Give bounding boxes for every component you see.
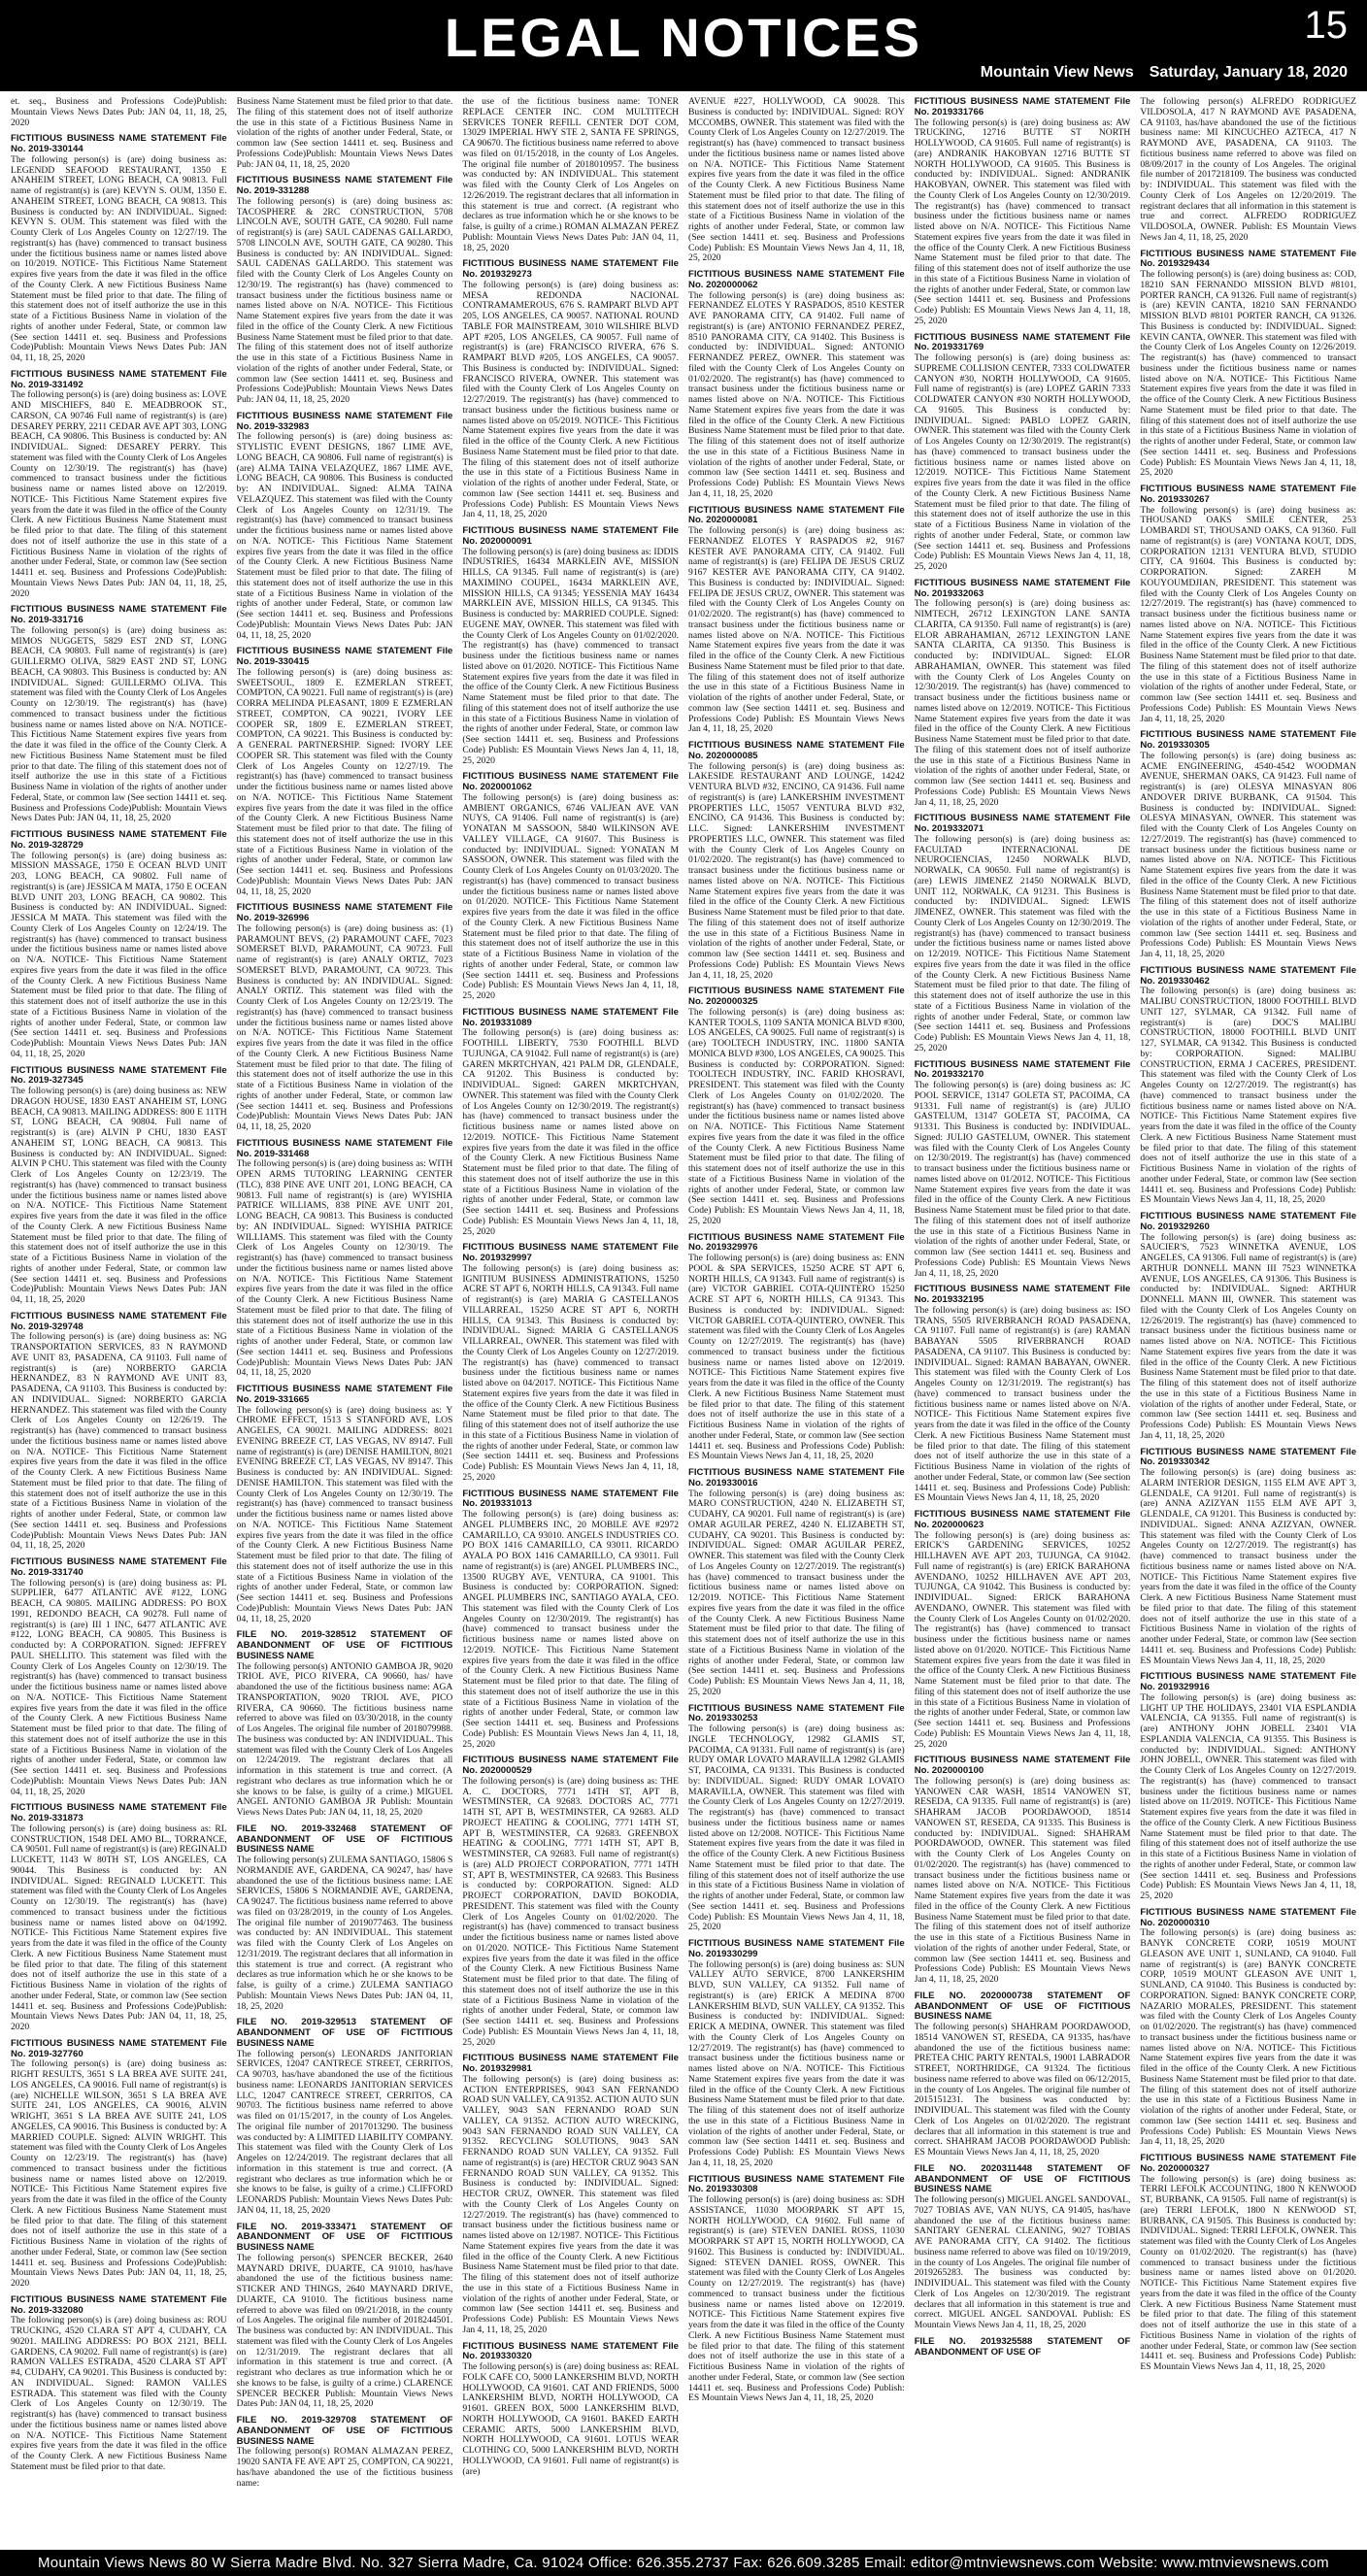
notice-body: The following person(s) is (are) doing business as: THOUSAND OAKS SMILE CENTER, 253 LOMBARDI ST, THOUSAND OAKS, CA 91360. Full name of registrant(s) is (are) VONTANA KOUT, DDS, CORPORATION 12131 VENTURA BLVD, STUDIO CITY, CA 91604. This Business is conducted by: CORPORATION. Signed: ZAREH M KOUYOUMDJIAN, PRESIDENT. This statement was filed with the County Clerk of Los Angeles County on 12/27/2019. The registrant(s) has (have) commenced to transact business under the fictitious business name or names listed above on N/A. NOTICE- This Fictitious Name Statement expires five years from the date it was filed in the office of the County Clerk. A new Fictitious Business Name Statement must be filed prior to that date. The filing of this statement does not of itself authorize the use in this state of a Fictitious Business Name in violation of the rights of another under Federal, State, or common law (See section 14411 et. seq. Business and Professions Code) Publish: ES Mountain Views News Jan 4, 11, 18, 25, 2020 [1140,504,1357,724]
notice-body: The following person(s) is (are) doing business as: FERNANDEZ ELOTES Y RASPADOS #2, 9167 KESTER AVE PANORAMA CITY, CA 91402. Full name of registrant(s) is (are) FELIPA DE JESUS CRUZ 9167 KESTER AVE PANORAMA CITY, CA 91402. This Business is conducted by: INDIVIDUAL. Signed: FELIPA DE JESUS CRUZ, OWNER. This statement was filed with the County Clerk of Los Angeles County on 01/02/2020. The registrant(s) has (have) commenced to transact business under the fictitious business name or names listed above on N/A. NOTICE- This Fictitious Name Statement expires five years from the date it was filed in the office of the County Clerk. A new Fictitious Business Name Statement must be filed prior to that date. The filing of this statement does not of itself authorize the use in this state of a Fictitious Business Name in violation of the rights of another under Federal, State, or common law (See section 14411 et. seq. Business and Professions Code) Publish: ES Mountain Views News Jan 4, 11, 18, 25, 2020 [688,525,905,735]
legal-notice [237,2018,453,2216]
legal-notice [462,259,679,520]
page-number: 15 [1304,4,1348,47]
notice-heading: FICTITIOUS BUSINESS NAME STATEMENT File No. 2020000310 [1140,1906,1357,1928]
notice-body: The following person(s) is (are) doing business as: FOOTHILL LIBERTY, 7530 FOOTHILL BLVD TUJUNGA, CA 91042. Full name of registrant(s) is (are) GAREN MKRTCHYAN, 421 PALM DR, GLENDALE, CA 91202. This Business is conducted by: INDIVIDUAL. Signed: GAREN MKRTCHYAN, OWNER. This statement was filed with the County Clerk of Los Angeles County on 12/30/2019. The registrant(s) has (have) commenced to transact business under the fictitious business name or names listed above on 12/2019. NOTICE- This Fictitious Name Statement expires five years from the date it was filed in the office of the County Clerk. A new Fictitious Business Name Statement must be filed prior to that date. The filing of this statement does not of itself authorize the use in this state of a Fictitious Business Name in violation of the rights of another under Federal, State, or common law (See section 14411 et. seq. Business and Professions Code) Publish: ES Mountain Views News Jan 4, 11, 18, 25, 2020 [462,1027,680,1237]
paper-name: Mountain View News [980,64,1134,81]
legal-notice [915,814,1131,1054]
notice-body: The following person(s) is (are) doing business as: ERICK'S GARDENING SERVICES, 10252 HILLHAVEN AVE APT 203, TUJUNGA, CA 91042. Full name of registrant(s) is (are) ERICK BARAHONA AVENDANO, 10252 HILLHAVEN AVE APT 203, TUJUNGA, CA 91042. This Business is conducted by: INDIVIDUAL. Signed: ERICK BARAHONA AVENDANO, OWNER. This statement was filed with the County Clerk of Los Angeles County on 01/02/2020. The registrant(s) has (have) commenced to transact business under the fictitious business name or names listed above on 01/2020. NOTICE- This Fictitious Name Statement expires five years from the date it was filed in the office of the County Clerk. A new Fictitious Business Name Statement must be filed prior to that date. The filing of this statement does not of itself authorize the use in this state of a Fictitious Business Name in violation of the rights of another under Federal, State, or common law (See section 14411 et. seq. Business and Professions Code) Publish: ES Mountain Views News Jan 4, 11, 18, 25, 2020 [914,1529,1131,1750]
notice-body: The following person(s) is (are) doing business as: MISSION MASSAGE, 1750 E OCEAN BLVD UNIT 203, LONG BEACH, CA 90802. Full name of registrant(s) is (are) JESSICA M MATA, 1750 E OCEAN BLVD UNIT 203, LONG BEACH, CA 90802. This Business is conducted by: AN INDIVIDUAL. Signed: JESSICA M MATA. This statement was filed with the County Clerk of Los Angeles County on 12/24/19. The registrant(s) has (have) commenced to transact business under the fictitious business name or names listed above on N/A. NOTICE- This Fictitious Name Statement expires five years from the date it was filed in the office of the County Clerk. A new Fictitious Business Name Statement must be filed prior to that date. The filing of this statement does not of itself authorize the use in this state of a Fictitious Business Name in violation of the rights of another under Federal, State, or common law (See section 14411 et. seq. Business and Professions Code)Publish: Mountain Views News Dates Pub: JAN 04, 11, 18, 25, 2020 [11,850,227,1059]
notice-body: The following person(s) is (are) doing business as: MIMOS NUGGETS, 5829 EST 2ND ST, LONG BEACH, CA 90803. Full name of registrant(s) is (are) GUILLERMO OLIVA, 5829 EAST 2ND ST, LONG BEACH, CA 90803. This Business is conducted by: AN INDIVIDUAL. Signed: GUILLERMO OLIVA. This statement was filed with the County Clerk of Los Angeles County on 12/30/19. The registrant(s) has (have) commenced to transact business under the fictitious business name or names listed above on N/A. NOTICE- This Fictitious Name Statement expires five years from the date it was filed in the office of the County Clerk. A new Fictitious Business Name Statement must be filed prior to that date. The filing of this statement does not of itself authorize the use in this state of a Fictitious Business Name in violation of the rights of another under Federal, State, or common law (See section 14411 et. seq. Business and Professions Code)Publish: Mountain Views News Dates Pub: JAN 04, 11, 18, 25, 2020 [11,624,227,824]
notice-heading: FICTITIOUS BUSINESS NAME STATEMENT File No. 2019-331873 [11,1802,227,1823]
legal-notice [462,772,679,1002]
notice-body: The following person(s) is (are) doing business as: FERNANDEZ ELOTES Y RASPADOS, 8510 KESTER AVE PANORAMA CITY, CA 91402. Full name of registrant(s) is (are) ANTONIO FERNANDEZ PEREZ, 8510 PANORAMA CITY, CA 91402. This Business is conducted by: INDIVIDUAL. Signed: ANTONIO FERNANDEZ PEREZ, OWNER. This statement was filed with the County Clerk of Los Angeles County on 01/02/2020. The registrant(s) has (have) commenced to transact business under the fictitious business name or names listed above on N/A. NOTICE- This Fictitious Name Statement expires five years from the date it was filed in the office of the County Clerk. A new Fictitious Business Name Statement must be filed prior to that date. The filing of this statement does not of itself authorize the use in this state of a Fictitious Business Name in violation of the rights of another under Federal, State, or common law (See section 14411 et. seq. Business and Professions Code) Publish: ES Mountain Views News Jan 4, 11, 18, 25, 2020 [688,289,905,499]
legal-notice [11,370,227,600]
notice-heading: FICTITIOUS BUSINESS NAME STATEMENT File No. 2019331766 [914,97,1131,117]
notice-heading: FICTITIOUS BUSINESS NAME STATEMENT File No. 2019330299 [688,1938,905,1959]
notice-column [688,97,905,2542]
notice-heading: FICTITIOUS BUSINESS NAME STATEMENT File No. 2020000081 [688,504,905,526]
notice-body: The following person(s) is (are) doing business as: ACME ENGINEERING, 4540-4542 WOODMAN AVENUE, SHERMAN OAKS, CA 91423. Full name of registrant(s) is (are) OLESYA MINASYAN 806 ANDOVER DRIVE BURBANK, CA 91504. This Business is conducted by: INDIVIDUAL. Signed: OLESYA MINASYAN, OWNER. This statement was filed with the County Clerk of Los Angeles County on 12/27/2019. The registrant(s) has (have) commenced to transact business under the fictitious business name or names listed above on N/A. NOTICE- This Fictitious Name Statement expires five years from the date it was filed in the office of the County Clerk. A new Fictitious Business Name Statement must be filed prior to that date. The filing of this statement does not of itself authorize the use in this state of a Fictitious Business Name in violation of the rights of another under Federal, State, or common law (See section 14411 et. seq. Business and Professions Code) Publish: ES Mountain Views News Jan 4, 11, 18, 25, 2020 [1140,750,1357,959]
notice-body: The following person(s) is (are) doing business as: LOVE AND MISCHIEFS, 840 E. MEADBROOK ST., CARSON, CA 90746 Full name of registrant(s) is (are) DESAREY PERRY, 2211 CEDAR AVE APT 303, LONG BEACH, CA 90806. This Business is conducted by: AN INDIVIDUAL. Signed: DESAREY PERRY. This statement was filed with the County Clerk of Los Angeles County on 12/30/19. The registrant(s) has (have) commenced to transact business under the fictitious business name or names listed above on 12/2019. NOTICE- This Fictitious Name Statement expires five years from the date it was filed in the office of the County Clerk. A new Fictitious Business Name Statement must be filed prior to that date. The filing of this statement does not of itself authorize the use in this state of a Fictitious Business Name in violation of the rights of another under Federal, State, or common law (See section 14411 et. seq. Business and Professions Code)Publish: Mountain Views News Dates Pub: JAN 04, 11, 18, 25, 2020 [11,389,227,599]
notice-body: The following person(s) LEONARDS JANITORIAN SERVICES, 12047 CANTRECE STREET, CERRITOS, CA 90703, has/have abandoned the use of the fictitious business name: LEONARDS JANITORIAN SERVICES LLC, 12047 CANTRECE STREET, CERRITOS, CA 90703. The fictitious business name referred to above was filed on 01/15/2017, in the county of Los Angeles. The original file number of 2017013290. The business was conducted by: A LIMITED LIABILITY COMPANY. This statement was filed with the County Clerk of Los Angeles on 12/24/2019. The registrant declares that all information in this statement is true and correct. (A registrant who declares as true information which he or she knows to be false, is guilty of a crime.) CLIFFORD LEONARDS Publish: Mountain Views News Dates Pub: JAN 04, 11, 18, 25, 2020 [236,2048,453,2216]
legal-notice [462,97,679,253]
legal-notice [462,1756,679,2048]
legal-notice [11,1557,227,1797]
notice-body: The following person(s) is (are) doing business as: YANOWEN CAR WASH, 18514 VANOWEN ST, RESEDA, CA 91335. Full name of registrant(s) is (are) SHAHRAM JACOB POORDAWOOD, 18514 VANOWEN ST, RESEDA, CA 91335. This Business is conducted by: INDIVIDUAL. Signed: SHAHRAM POORDAWOOD, OWNER. This statement was filed with the County Clerk of Los Angeles County on 01/02/2020. The registrant(s) has (have) commenced to transact business under the fictitious business name or names listed above on N/A. NOTICE- This Fictitious Name Statement expires five years from the date it was filed in the office of the County Clerk. A new Fictitious Business Name Statement must be filed prior to that date. The filing of this statement does not of itself authorize the use in this state of a Fictitious Business Name in violation of the rights of another under Federal, State, or common law (See section 14411 et. seq. Business and Professions Code) Publish: ES Mountain Views News Jan 4, 11, 18, 25, 2020 [914,1775,1131,1985]
legal-notice [915,2164,1131,2331]
legal-notice [11,1066,227,1306]
notice-heading: FICTITIOUS BUSINESS NAME STATEMENT File No. 2019-330144 [11,133,227,154]
notice-body: The following person(s) is (are) doing business as: Y CHROME EFFECT, 1513 S STANFORD AVE, LOS ANGELES, CA 90021. MAILING ADDRESS: 8021 EVENING BREEZE CT, LAS VEGAS, NV 89147. Full name of registrant(s) is (are) DENISE HAMILTON, 8021 EVENING BREEZE CT, LAS VEGAS, NV 89147. This Business is conducted by: AN INDIVIDUAL. Signed: DENISE HAMILTON. This statement was filed with the County Clerk of Los Angeles County on 12/30/19. The registrant(s) has (have) commenced to transact business under the fictitious business name or names listed above on N/A. NOTICE- This Fictitious Name Statement expires five years from the date it was filed in the office of the County Clerk. A new Fictitious Business Name Statement must be filed prior to that date. The filing of this statement does not of itself authorize the use in this state of a Fictitious Business Name in violation of the rights of another under Federal, State, or common law (See section 14411 et. seq. Business and Professions Code)Publish: Mountain Views News Dates Pub: JAN 04, 11, 18, 25, 2020 [236,1404,453,1624]
notice-body: The following person(s) is (are) doing business as: BANYK CONCRETE CORP, 10519 MOUNT GLEASON AVE UNIT 1, SUNLAND, CA 91040. Full name of registrant(s) is (are) BANYK CONCRETE CORP, 10519 MOUNT GLEASON AVE UNIT 1, SUNLAND, CA 91040. This Business is conducted by: CORPORATION. Signed: BANYK CONCRETE CORP, NAZARIO MORALES, PRESIDENT. This statement was filed with the County Clerk of Los Angeles County on 01/02/2020. The registrant(s) has (have) commenced to transact business under the fictitious business name or names listed above on N/A. NOTICE- This Fictitious Name Statement expires five years from the date it was filed in the office of the County Clerk. A new Fictitious Business Name Statement must be filed prior to that date. The filing of this statement does not of itself authorize the use in this state of a Fictitious Business Name in violation of the rights of another under Federal, State, or common law (See section 14411 et. seq. Business and Professions Code) Publish: ES Mountain Views News Jan 4, 11, 18, 25, 2020 [1140,1927,1357,2148]
notice-heading: FICTITIOUS BUSINESS NAME STATEMENT File No. 2019331769 [914,331,1131,353]
notice-heading: FICTITIOUS BUSINESS NAME STATEMENT File No. 2020000327 [1140,2153,1357,2174]
notice-heading: FICTITIOUS BUSINESS NAME STATEMENT File No. 2019332195 [914,1284,1131,1305]
legal-notice [688,2175,905,2405]
notice-body: The following person(s) is (are) doing business as: ANGEL PLUMBERS INC, 20 MOBILE AVE #2972 CAMARILLO, CA 93010. ANGELS INDUSTRIES CO. PO BOX 1416 CAMARILLO, CA 93011. RICARDO AYALA PO BOX 1416 CAMARILLO, CA 93011. Full name of registrant(s) is (are) ANGEL PLUMBERS INC., 13500 RUGBY AVE, VENTURA, CA 91001. This Business is conducted by: CORPORATION. Signed: ANGEL PLUMBERS INC, SANTIAGO AYALA, CEO. This statement was filed with the County Clerk of Los Angeles County on 12/30/2019. The registrant(s) has (have) commenced to transact business under the fictitious business name or names listed above on 12/2019. NOTICE- This Fictitious Name Statement expires five years from the date it was filed in the office of the County Clerk. A new Fictitious Business Name Statement must be filed prior to that date. The filing of this statement does not of itself authorize the use in this state of a Fictitious Business Name in violation of the rights of another under Federal, State, or common law (See section 14411 et. seq. Business and Professions Code) Publish: ES Mountain Views News Jan 4, 11, 18, 25, 2020 [462,1509,680,1750]
legal-notice [1140,97,1356,244]
notice-body: The following person(s) is (are) doing business as: SDH ASSISTANCE, 11030 MOORPARK ST APT 15, NORTH HOLLYWOOD, CA 91602. Full name of registrant(s) is (are) STEVEN DANIEL ROSS, 11030 MOORPARK ST APT 15, NORTH HOLLYWOOD, CA 91602. This Business is conducted by: INDIVIDUAL. Signed: STEVEN DANIEL ROSS, OWNER. This statement was filed with the County Clerk of Los Angeles County on 12/27/2019. The registrant(s) has (have) commenced to transact business under the fictitious business name or names listed above on 12/2019. NOTICE- This Fictitious Name Statement expires five years from the date it was filed in the office of the County Clerk. A new Fictitious Business Name Statement must be filed prior to that date. The filing of this statement does not of itself authorize the use in this state of a Fictitious Business Name in violation of the rights of another under Federal, State, or common law (See section 14411 et. seq. Business and Professions Code) Publish: ES Mountain Views News Jan 4, 11, 18, 25, 2020 [688,2194,905,2404]
notice-heading: FICTITIOUS BUSINESS NAME STATEMENT File No. 2019330320 [462,2340,680,2362]
legal-notice [915,333,1131,573]
notice-body: The following person(s) ALFREDO RODRIGUEZ VILDOSOLA, 417 N RAYMOND AVE PASADENA, CA 91103, has/have abandoned the use of the fictitious business name: MI KINCUCHEO AZTECA, 417 N RAYMOND AVE, PASADENA, CA 91103. The fictitious business name referred to above was filed on 08/09/2017 in the county of Los Angeles. The original file number of 2017218109. The business was conducted by: INDIVIDUAL. This statement was filed with the County Clerk of Los Angeles on 12/20/2019. The registrant declares that all information in this statement is true and correct. ALFREDO RODRIGUEZ VILDOSOLA, OWNER. Publish: ES Mountain Views News Jan 4, 11, 18, 25, 2020 [1140,97,1357,243]
notice-body: The following person(s) ZULEMA SANTIAGO, 15806 S NORMANDIE AVE, GARDENA, CA 90247, has/ have abandoned the use of the fictitious business name: LAE SERVICES, 15806 S NORMANDIE AVE, GARDENA, CA 90247. The fictitious business name referred to above was filed on 03/28/2019, in the county of Los Angeles. The original file number of 2019077463. The business was conducted by: AN INDIVIDUAL. This statement was filed with the County Clerk of Los Angeles on 12/31/2019. The registrant declares that all information in this statement is true and correct. (A registrant who declares as true information which he or she knows to be false, is guilty of a crime.) ZULEMA SANTIAGO Publish: Mountain Views News Dates Pub: JAN 04, 11, 18, 25, 2020 [236,1855,453,2012]
notice-heading: FICTITIOUS BUSINESS NAME STATEMENT File No. 2019329997 [462,1242,680,1263]
notice-column [915,97,1131,2542]
legal-notice [462,526,679,766]
notice-heading: FICTITIOUS BUSINESS NAME STATEMENT File No. 2019330305 [1140,729,1357,751]
legal-notice [237,412,453,642]
notice-body: The following person(s) is (are) doing business as: MARO CONSTRUCTION, 4240 N. ELIZABETH ST, CUDAHY, CA 90201. Full name of registrant(s) is (are) OMAR AGUILAR PEREZ, 4240 N. ELIZABETH ST, CUDAHY, CA 90201. This Business is conducted by: INDIVIDUAL. Signed: OMAR AGUILAR PEREZ, OWNER. This statement was filed with the County Clerk of Los Angeles County on 12/27/2019. The registrant(s) has (have) commenced to transact business under the fictitious business name or names listed above on 12/2019. NOTICE- This Fictitious Name Statement expires five years from the date it was filed in the office of the County Clerk. A new Fictitious Business Name Statement must be filed prior to that date. The filing of this statement does not of itself authorize the use in this state of a Fictitious Business Name in violation of the rights of another under Federal, State, or common law (See section 14411 et. seq. Business and Professions Code) Publish: ES Mountain Views News Jan 4, 11, 18, 25, 2020 [688,1488,905,1697]
legal-notice [237,1824,453,2013]
notice-heading: FICTITIOUS BUSINESS NAME STATEMENT File No. 2019-326996 [236,902,453,923]
notice-body: The following person(s) is (are) doing business as: IDDIS INDUSTRIES, 16434 MARKLEIN AVE, MISSION HILLS, CA 91345. Full name of registrant(s) is (are) MAXIMINO COUPEL, 16434 MARKLEIN AVE, MISSION HILLS, CA 91345; YESSENIA MAY 16434 MARKLEIN AVE, MISSION HILLS, CA 91345. This Business is conducted by: MARRIED COUPLE. Signed: EUGENE MAY, OWNER. This statement was filed with the County Clerk of Los Angeles County on 01/02/2020. The registrant(s) has (have) commenced to transact business under the fictitious business name or names listed above on 01/2020. NOTICE- This Fictitious Name Statement expires five years from the date it was filed in the office of the County Clerk. A new Fictitious Business Name Statement must be filed prior to that date. The filing of this statement does not of itself authorize the use in this state of a Fictitious Business Name in violation of the rights of another under Federal, State, or common law (See section 14411 et. seq. Business and Professions Code) Publish: ES Mountain Views News Jan 4, 11, 18, 25, 2020 [462,546,680,766]
legal-notice [1140,1908,1356,2148]
notice-body: The following person(s) is (are) doing business as: TACOSPHERE & 2RC CONSTRUCTION, 5708 LINCOLN AVE, SOUTH GATE, CA 90280. Full name of registrant(s) is (are) SAUL CADENAS GALLARDO, 5708 LINCOLN AVE, SOUTH GATE, CA 90280. This Business is conducted by: AN INDIVIDUAL. Signed: SAUL CADENAS GALLARDO. This statement was filed with the County Clerk of Los Angeles County on 12/30/19. The registrant(s) has (have) commenced to transact business under the fictitious business name or names listed above on N/A. NOTICE- This Fictitious Name Statement expires five years from the date it was filed in the office of the County Clerk. A new Fictitious Business Name Statement must be filed prior to that date. The filing of this statement does not of itself authorize the use in this state of a Fictitious Business Name in violation of the rights of another under Federal, State, or common law (See section 14411 et. seq. Business and Professions Code)Publish: Mountain Views News Dates Pub: JAN 04, 11, 18, 25, 2020 [236,195,453,405]
footer: Mountain Views News 80 W Sierra Madre Blvd. No. 327 Sierra Madre, Ca. 91024 Office: 626.355.2737 Fax: 626.609.3285 Email: editor@mtnviewsnews.com Website: www.mtnviewsnews.com [0,2550,1367,2576]
notice-body: The following person(s) is (are) doing business as: JC POOL SERVICE, 13147 GOLETA ST, PACOIMA, CA 91331. Full name of registrant(s) is (are) JULIO GASTELUM, 13147 GOLETA ST, PACOIMA, CA 91331. This Business is conducted by: INDIVIDUAL. Signed: JULIO GASTELUM, OWNER. This statement was filed with the County Clerk of Los Angeles County on 12/30/2019. The registrant(s) has (have) commenced to transact business under the fictitious business name or names listed above on 01/2012. NOTICE- This Fictitious Name Statement expires five years from the date it was filed in the office of the County Clerk. A new Fictitious Business Name Statement must be filed prior to that date. The filing of this statement does not of itself authorize the use in this state of a Fictitious Business Name in violation of the rights of another under Federal, State, or common law (See section 14411 et. seq. Business and Professions Code) Publish: ES Mountain Views News Jan 4, 11, 18, 25, 2020 [914,1080,1131,1279]
dateline [965,64,1348,82]
legal-notice [688,741,905,981]
legal-notice [237,1139,453,1379]
notice-column [237,97,453,2542]
notice-body: The following person(s) is (are) doing business as: MESA REDONDA NACIONAL CONTRAMAMEROUS, 676 S. RAMPART BLVD APT 205, LOS ANGELES, CA 90057. NATIONAL ROUND TABLE FOR MAINSTREAM, 3010 WILSHIRE BLVD APT #205, LOS ANGELES, CA 90057. Full name of registrant(s) is (are) FRANCISCO RIVERA, 676 S. RAMPART BLVD #205, LOS ANGELES, CA 90057. This Business is conducted by: INDIVIDUAL. Signed: FRANCISCO RIVERA, OWNER. This statement was filed with the County Clerk of Los Angeles County on 12/27/2019. The registrant(s) has (have) commenced to transact business under the fictitious business name or names listed above on 05/2019. NOTICE- This Fictitious Name Statement expires five years from the date it was filed in the office of the County Clerk. A new Fictitious Business Name Statement must be filed prior to that date. The filing of this statement does not of itself authorize the use in this state of a Fictitious Business Name in violation of the rights of another under Federal, State, or common law (See section 14411 et. seq. Business and Professions Code) Publish: ES Mountain Views News Jan 4, 11, 18, 25, 2020 [462,279,680,520]
legal-notice [915,1756,1131,1986]
notice-body: The following person(s) is (are) doing business as: ENN POOL & SPA SERVICES, 15250 ACRE ST APT 6, NORTH HILLS, CA 91343. Full name of registrant(s) is (are) VICTOR GABRIEL COTA-QUINTERO 15250 ACRE ST APT 6, NORTH HILLS, CA 91343. This Business is conducted by: INDIVIDUAL. Signed: VICTOR GABRIEL COTA-QUINTERO, OWNER. This statement was filed with the County Clerk of Los Angeles County on 12/27/2019. The registrant(s) has (have) commenced to transact business under the fictitious business name or names listed above on 12/2019. NOTICE- This Fictitious Name Statement expires five years from the date it was filed in the office of the County Clerk. A new Fictitious Business Name Statement must be filed prior to that date. The filing of this statement does not of itself authorize the use in this state of a Fictitious Business Name in violation of the rights of another under Federal, State, or common law (See section 14411 et. seq. Business and Professions Code) Publish: ES Mountain Views News Jan 4, 11, 18, 25, 2020 [688,1253,905,1462]
notice-heading: FICTITIOUS BUSINESS NAME STATEMENT File No. 2019-331288 [236,175,453,196]
notice-column [11,97,227,2542]
notice-heading: FICTITIOUS BUSINESS NAME STATEMENT File No. 2019330308 [688,2173,905,2195]
notice-body: Business Name Statement must be filed prior to that date. The filing of this statement does not of itself authorize the use in this state of a Fictitious Business Name in violation of the rights of another under Federal, State, or common law (See section 14411 et. seq. Business and Professions Code)Publish: Mountain Views News Dates Pub: JAN 04, 11, 18, 25, 2020 [236,97,453,170]
notice-heading: FICTITIOUS BUSINESS NAME STATEMENT File No. 2020000100 [914,1755,1131,1776]
notice-body: The following person(s) is (are) doing business as: LEGENDD SEAFOOD RESTAURANT, 1350 E ANAHEIM STREET, LONG BEACH, CA 90813. Full name of registrant(s) is (are) KEVYN S. OUM, 1350 E. ANAHEIM STREET, LONG BEACH, CA 90813. This Business is conducted by: AN INDIVIDUAL. Signed: KEVYN S. OUM. This statement was filed with the County Clerk of Los Angeles County on 12/27/19. The registrant(s) has (have) commenced to transact business under the fictitious business name or names listed above on 10/2019. NOTICE- This Fictitious Name Statement expires five years from the date it was filed in the office of the County Clerk. A new Fictitious Business Name Statement must be filed prior to that date. The filing of this statement does not of itself authorize the use in this state of a Fictitious Business Name in violation of the rights of another under Federal, State, or common law (See section 14411 et. seq. Business and Professions Code)Publish: Mountain Views News Dates Pub: JAN 04, 11, 18, 25, 2020 [11,153,227,363]
notice-body: The following person(s) is (are) doing business as: NEW DRAGON HOUSE, 1830 EAST ANAHEIM ST, LONG BEACH, CA 90813. MAILING ADDRESS: 800 E 11TH ST, LONG BEACH, CA 90804. Full name of registrant(s) is (are) ALVIN P CHU, 1830 EAST ANAHEIM ST, LONG BEACH, CA 90813. This Business is conducted by: AN INDIVIDUAL. Signed: ALVIN P CHU. This statement was filed with the County Clerk of Los Angeles County on 12/23/19. The registrant(s) has (have) commenced to transact business under the fictitious business name or names listed above on N/A. NOTICE- This Fictitious Name Statement expires five years from the date it was filed in the office of the County Clerk. A new Fictitious Business Name Statement must be filed prior to that date. The filing of this statement does not of itself authorize the use in this state of a Fictitious Business Name in violation of the rights of another under Federal, State, or common law (See section 14411 et. seq. Business and Professions Code)Publish: Mountain Views News Dates Pub: JAN 04, 11, 18, 25, 2020 [11,1086,227,1305]
legal-notice [237,647,453,897]
notice-heading: FICTITIOUS BUSINESS NAME STATEMENT File No. 2020000091 [462,525,680,547]
notice-heading: FICTITIOUS BUSINESS NAME STATEMENT File No. 2020000325 [688,986,905,1007]
notice-heading: FICTITIOUS BUSINESS NAME STATEMENT File No. 2019-328729 [11,829,227,851]
legal-notice [1140,966,1356,1206]
legal-notice [1140,485,1356,724]
notice-heading: FICTITIOUS BUSINESS NAME STATEMENT File No. 2020000529 [462,1755,680,1776]
notice-heading: FICTITIOUS BUSINESS NAME STATEMENT File No. 2019-331492 [11,368,227,390]
legal-notice [237,1385,453,1624]
notice-heading: FICTITIOUS BUSINESS NAME STATEMENT File No. 2019329434 [1140,248,1357,270]
notice-heading: FICTITIOUS BUSINESS NAME STATEMENT File No. 2020000085 [688,740,905,761]
notice-heading: FICTITIOUS BUSINESS NAME STATEMENT File No. 2019-327760 [11,2037,227,2059]
notice-body: The following person(s) is (are) doing business as: RIGHT RESULTS, 3651 S LA BREA AVE SUITE 241, LOS ANGELES, CA 90016. Full name of registrant(s) is (are) NICHELLE WILSON, 3651 S LA BREA AVE SUITE 241, LOS ANGELES, CA 90016, ALVIN WRIGHT, 3651 S LA BREA AVE SUITE 241, LOS ANGELES, CA 90016. This Business is conducted by: A MARRIED COUPLE. Signed: ALVIN WRIGHT. This statement was filed with the County Clerk of Los Angeles County on 12/23/19. The registrant(s) has (have) commenced to transact business under the fictitious business name or names listed above on 12/2019. NOTICE- This Fictitious Name Statement expires five years from the date it was filed in the office of the County Clerk. A new Fictitious Business Name Statement must be filed prior to that date. The filing of this statement does not of itself authorize the use in this state of a Fictitious Business Name in violation of the rights of another under Federal, State, or common law (See section 14411 et. seq. Business and Professions Code)Publish: Mountain Views News Dates Pub: JAN 04, 11, 18, 25, 2020 [11,2058,227,2289]
notice-body: The following person(s) SHAHRAM POORDAWOOD, 18514 VANOWEN ST, RESEDA, CA 91335, has/have abandoned the use of the fictitious business name: PRETEA CHIC PARTY RENTALS, 19001 LABRADOR STREET, NORTHRIDGE, CA 91324. The fictitious business name referred to above was filed on 06/12/2015, in the county of Los Angeles. The original file number of 2015151231. The business was conducted by: INDIVIDUAL. This statement was filed with the County Clerk of Los Angeles on 01/02/2020. The registrant declares that all information in this statement is true and correct. SHAHRAM JACOB POORDAWOOD Publish: ES Mountain Views News Jan 4, 11, 18, 25, 2020 [914,2022,1131,2158]
masthead [0,0,1367,91]
notice-body: The following person(s) is (are) doing business as: IGNITIUM BUSINESS ADMINISTRATIONS, 15250 ACRE ST APT 6, NORTH HILLS, CA 91343. Full name of registrant(s) is (are) MARIA G CASTELLANOS VILLARREAL, 15250 ACRE ST APT 6, NORTH HILLS, CA 91343. This Business is conducted by: INDIVIDUAL. Signed: MARIA G CASTELLANOS VILLARREAL, OWNER. This statement was filed with the County Clerk of Los Angeles County on 12/27/2019. The registrant(s) has (have) commenced to transact business under the fictitious business name or names listed above on 04/2017. NOTICE- This Fictitious Name Statement expires five years from the date it was filed in the office of the County Clerk. A new Fictitious Business Name Statement must be filed prior to that date. The filing of this statement does not of itself authorize the use in this state of a Fictitious Business Name in violation of the rights of another under Federal, State, or common law (See section 14411 et. seq. Business and Professions Code) Publish: ES Mountain Views News Jan 4, 11, 18, 25, 2020 [462,1262,680,1483]
notice-body: The following person(s) is (are) doing business as: NIMTECH, 26712 LEXINGTON LANE SANTA CLARITA, CA 91350. Full name of registrant(s) is (are) ELOR ABRAHAMIAN, 26712 LEXINGTON LANE SANTA CLARITA, CA 91350. This Business is conducted by: INDIVIDUAL. Signed: ELOR ABRAHAMIAN, OWNER. This statement was filed with the County Clerk of Los Angeles County on 12/30/2019. The registrant(s) has (have) commenced to transact business under the fictitious business name or names listed above on 12/2019. NOTICE- This Fictitious Name Statement expires five years from the date it was filed in the office of the County Clerk. A new Fictitious Business Name Statement must be filed prior to that date. The filing of this statement does not of itself authorize the use in this state of a Fictitious Business Name in violation of the rights of another under Federal, State, or common law (See section 14411 et. seq. Business and Professions Code) Publish: ES Mountain Views News Jan 4, 11, 18, 25, 2020 [914,598,1131,808]
legal-notice [915,2337,1131,2359]
legal-notice [237,1630,453,1819]
legal-notice [915,1060,1131,1280]
legal-notice [915,1285,1131,1504]
legal-notice [11,134,227,364]
notice-heading: FILE NO. 2019-328512 STATEMENT OF ABANDONMENT OF USE OF FICTITIOUS BUSINESS NAME [236,1629,453,1661]
legal-notice [1140,1448,1356,1667]
legal-notice [462,1008,679,1238]
notice-heading: FICTITIOUS BUSINESS NAME STATEMENT File No. 2020001062 [462,771,680,792]
notice-body: The following person(s) is (are) doing business as: KANTER TOOLS, 1109 SANTA MONICA BLVD #300, LOS ANGELES, CA 90025. Full name of registrant(s) is (are) TOOLTECH INDUSTRY, INC. 11800 SANTA MONICA BLVD #300, LOS ANGELES, CA 90025. This Business is conducted by: CORPORATION. Signed: TOOLTECH INDUSTRY, INC. FARID KHOSRAVI, PRESIDENT. This statement was filed with the County Clerk of Los Angeles County on 01/02/2020. The registrant(s) has (have) commenced to transact business under the fictitious business name or names listed above on N/A. NOTICE- This Fictitious Name Statement expires five years from the date it was filed in the office of the County Clerk. A new Fictitious Business Name Statement must be filed prior to that date. The filing of this statement does not of itself authorize the use in this state of a Fictitious Business Name in violation of the rights of another under Federal, State, or common law (See section 14411 et. seq. Business and Professions Code) Publish: ES Mountain Views News Jan 4, 11, 18, 25, 2020 [688,1006,905,1226]
notice-body: The following person(s) is (are) doing business as: LAKESIDE RESTAURANT AND LOUNGE, 14242 VENTURA BLVD #32, ENCINO, CA 91436. Full name of registrant(s) is (are) LANKERSHIM INVESTMENT PROPERTIES LLC, 15057 VENTURA BLVD #32, ENCINO, CA 91436. This Business is conducted by: LLC. Signed: LANKERSHIM INVESTMENT PROPERTIES LLC, OWNER. This statement was filed with the County Clerk of Los Angeles County on 01/02/2020. The registrant(s) has (have) commenced to transact business under the fictitious business name or names listed above on N/A. NOTICE- This Fictitious Name Statement expires five years from the date it was filed in the office of the County Clerk. A new Fictitious Business Name Statement must be filed prior to that date. The filing of this statement does not of itself authorize the use in this state of a Fictitious Business Name in violation of the rights of another under Federal, State, or common law (See section 14411 et. seq. Business and Professions Code) Publish: ES Mountain Views News Jan 4, 11, 18, 25, 2020 [688,760,905,981]
legal-notice [237,2223,453,2411]
notice-heading: FILE NO. 2020311448 STATEMENT OF ABANDONMENT OF USE OF FICTITIOUS BUSINESS NAME [914,2162,1131,2195]
legal-notice [688,97,905,264]
legal-notice [688,1468,905,1698]
legal-notice [915,579,1131,809]
legal-notice [915,1510,1131,1750]
notice-heading: FICTITIOUS BUSINESS NAME STATEMENT File No. 2019331013 [462,1488,680,1510]
notice-body: The following person(s) is (are) doing business as: AW TRUCKING, 12716 BUTTE ST NORTH HOLLYWOOD, CA 91605. Full name of registrant(s) is (are) ANDRANIK HAKOBYAN 12716 BUTTE ST NORTH HOLLYWOOD, CA 91605. This Business is conducted by: INDIVIDUAL. Signed: ANDRANIK HAKOBYAN, OWNER. This statement was filed with the County Clerk of Los Angeles County on 12/30/2019. The registrant(s) has (have) commenced to transact business under the fictitious business name or names listed above on N/A. NOTICE- This Fictitious Name Statement expires five years from the date it was filed in the office of the County Clerk. A new Fictitious Business Name Statement must be filed prior to that date. The filing of this statement does not of itself authorize the use in this state of a Fictitious Business Name in violation of the rights of another under Federal, State, or common law (See section 14411 et. seq. Business and Professions Code) Publish: ES Mountain Views News Jan 4, 11, 18, 25, 2020 [914,117,1131,326]
notice-body: The following person(s) is (are) doing business as: ROU TRUCKING, 4520 CLARA ST APT 4, CUDAHY, CA 90201. MAILING ADDRESS: PO BOX 2121, BELL GARDENS, CA 90202. Full name of registrant(s) is (are) RAMON VALLES ESTRADA, 4520 CLARA ST APT #4, CUDAHY, CA 90201. This Business is conducted by: AN INDIVIDUAL. Signed: RAMON VALLES ESTRADA. This statement was filed with the County Clerk of Los Angeles County on 12/30/19. The registrant(s) has (have) commenced to transact business under the fictitious business name or names listed above on N/A. NOTICE- This Fictitious Name Statement expires five years from the date it was filed in the office of the County Clerk. A new Fictitious Business Name Statement must be filed prior to that date. [11,2315,227,2472]
notice-heading: FICTITIOUS BUSINESS NAME STATEMENT File No. 2019-331468 [236,1137,453,1159]
legal-notice [462,2054,679,2335]
notice-body: The following person(s) is (are) doing business as: SAUCIER'S, 7523 WINNETKA AVENUE, LOS ANGELES, CA 91306. Full name of registrant(s) is (are) ARTHUR DONNELL MANN III 7523 WINNETKA AVENUE, LOS ANGELES, CA 91306. This Business is conducted by: INDIVIDUAL. Signed: ARTHUR DONNELL MANN III, OWNER. This statement was filed with the County Clerk of Los Angeles County on 12/26/2019. The registrant(s) has (have) commenced to transact business under the fictitious business name or names listed above on N/A. NOTICE- This Fictitious Name Statement expires five years from the date it was filed in the office of the County Clerk. A new Fictitious Business Name Statement must be filed prior to that date. The filing of this statement does not of itself authorize the use in this state of a Fictitious Business Name in violation of the rights of another under Federal, State, or common law (See section 14411 et. seq. Business and Professions Code) Publish: ES Mountain Views News Jan 4, 11, 18, 25, 2020 [1140,1231,1357,1441]
notice-heading: FILE NO. 2019-333471 STATEMENT OF ABANDONMENT OF USE OF FICTITIOUS BUSINESS NAME [236,2221,453,2253]
notice-body: The following person(s) is (are) doing business as: WITH OPEN ARMS TUTORING LEARNING CENTER (TLC), 838 PINE AVE UNIT 201, LONG BEACH, CA 90813. Full name of registrant(s) is (are) WYISHIA PATRICE WILLIAMS, 838 PINE AVE UNIT 201, LONG BEACH, CA 90813. This Business is conducted by: AN INDIVIDUAL. Signed: WYISHIA PATRICE WILLIAMS. This statement was filed with the County Clerk of Los Angeles County on 12/30/19. The registrant(s) has (have) commenced to transact business under the fictitious business name or names listed above on N/A. NOTICE- This Fictitious Name Statement expires five years from the date it was filed in the office of the County Clerk. A new Fictitious Business Name Statement must be filed prior to that date. The filing of this statement does not of itself authorize the use in this state of a Fictitious Business Name in violation of the rights of another under Federal, State, or common law (See section 14411 et. seq. Business and Professions Code)Publish: Mountain Views News Dates Pub: JAN 04, 11, 18, 25, 2020 [236,1158,453,1379]
notice-heading: FICTITIOUS BUSINESS NAME STATEMENT File No. 2019332170 [914,1058,1131,1081]
notice-heading: FICTITIOUS BUSINESS NAME STATEMENT File No. 2019330342 [1140,1446,1357,1468]
notice-body: the use of the fictitious business name: TONER REPLACE CENTER INC. COM MULTITECH SERVICES TONER REFILL CENTER DOT COM, 13029 IMPERIAL HWY STE 2, SANTA FE SPRINGS, CA 90670. The fictitious business name referred to above was filed on 01/15/2018, in the county of Los Angeles. The original file number of 2018010957. The business was conducted by: AN INDIVIDUAL. This statement was filed with the County Clerk of Los Angeles on 12/26/2019. The registrant declares that all information in this statement is true and correct. (A registrant who declares as true information which he or she knows to be false, is guilty of a crime.) ROMAN ALMAZAN PEREZ Publish: Mountain Views News Dates Pub: JAN 04, 11, 18, 25, 2020 [462,97,680,253]
legal-notice [237,2416,453,2489]
notice-heading: FICTITIOUS BUSINESS NAME STATEMENT File No. 2019-329748 [11,1310,227,1332]
notice-heading: FICTITIOUS BUSINESS NAME STATEMENT File No. 2019329981 [462,2053,680,2074]
notice-heading: FICTITIOUS BUSINESS NAME STATEMENT File No. 2019-332983 [236,410,453,432]
notice-heading: FICTITIOUS BUSINESS NAME STATEMENT File No. 2020000623 [914,1509,1131,1530]
notice-heading: FICTITIOUS BUSINESS NAME STATEMENT File No. 2019330253 [688,1702,905,1724]
legal-notice [462,2342,679,2478]
notice-body: The following person(s) is (are) doing business as: INGLE TECHNOLOGY, 12982 GLAMIS ST, PACOIMA, CA 91331. Full name of registrant(s) is (are) RUDY OMAR LOVATO MARAVILLA 12982 GLAMIS ST, PACOIMA, CA 91331. This Business is conducted by: INDIVIDUAL. Signed: RUDY OMAR LOVATO MARAVILLA, OWNER. This statement was filed with the County Clerk of Los Angeles County on 12/27/2019. The registrant(s) has (have) commenced to transact business under the fictitious business name or names listed above on 12/2008. NOTICE- This Fictitious Name Statement expires five years from the date it was filed in the office of the County Clerk. A new Fictitious Business Name Statement must be filed prior to that date. The filing of this statement does not of itself authorize the use in this state of a Fictitious Business Name in violation of the rights of another under Federal, State, or common law (See section 14411 et. seq. Business and Professions Code) Publish: ES Mountain Views News Jan 4, 11, 18, 25, 2020 [688,1723,905,1933]
section-title: LEGAL NOTICES [444,7,923,68]
notice-heading: FILE NO. 2019-329513 STATEMENT OF ABANDONMENT OF USE OF FICTITIOUS BUSINESS NAME [236,2017,453,2049]
legal-notice [688,987,905,1226]
issue-date: Saturday, January 18, 2020 [1149,64,1348,81]
notice-heading: FICTITIOUS BUSINESS NAME STATEMENT File No. 2019330267 [1140,484,1357,505]
legal-notice [11,605,227,824]
notice-column [1140,97,1356,2542]
notice-heading: FICTITIOUS BUSINESS NAME STATEMENT File No. 2019330462 [1140,964,1357,987]
legal-notice [11,97,227,128]
legal-notice [462,1489,679,1751]
legal-notice [1140,730,1356,960]
legal-notice [688,1704,905,1934]
notice-heading: FICTITIOUS BUSINESS NAME STATEMENT File No. 2020000062 [688,269,905,290]
notice-heading: FICTITIOUS BUSINESS NAME STATEMENT File No. 2019329976 [688,1231,905,1254]
legal-notice [688,506,905,736]
notice-body: The following person(s) is (are) doing business as: FACULTAD INTERNACIONAL DE NEUROCIENCIAS, 12450 NORWALK BLVD, NORWALK, CA 90650. Full name of registrant(s) is (are) LEWIS JIMENEZ 21450 NORWALK BLVD, UNIT 112, NORWALK, CA 91231. This Business is conducted by: INDIVIDUAL. Signed: LEWIS JIMENEZ, OWNER. This statement was filed with the County Clerk of Los Angeles County on 12/30/2019. The registrant(s) has (have) commenced to transact business under the fictitious business name or names listed above on 12/2019. NOTICE- This Fictitious Name Statement expires five years from the date it was filed in the office of the County Clerk. A new Fictitious Business Name Statement must be filed prior to that date. The filing of this statement does not of itself authorize the use in this state of a Fictitious Business Name in violation of the rights of another under Federal, State, or common law (See section 14411 et. seq. Business and Professions Code) Publish: ES Mountain Views News Jan 4, 11, 18, 25, 2020 [914,833,1131,1054]
notice-heading: FICTITIOUS BUSINESS NAME STATEMENT File No. 2019331089 [462,1006,680,1028]
legal-notice [462,1243,679,1483]
notice-heading: FILE NO. 2020000738 STATEMENT OF ABANDONMENT OF USE OF FICTITIOUS BUSINESS NAME [914,1990,1131,2023]
notice-heading: FICTITIOUS BUSINESS NAME STATEMENT File No. 2019-331665 [236,1384,453,1405]
legal-notice [1140,250,1356,480]
notice-body: The following person(s) is (are) doing business as: (1) PARAMOUNT BEVS, (2) PARAMOUNT CAFE, 7023 SOMERSET BLVD, PARAMOUNT, CA 90723. Full name of registrant(s) is (are) ANALY ORTIZ, 7023 SOMERSET BLVD, PARAMOUNT, CA 90723. This Business is conducted by: AN INDIVIDUAL. Signed: ANALY ORTIZ. This statement was filed with the County Clerk of Los Angeles County on 12/23/19. The registrant(s) has (have) commenced to transact business under the fictitious business name or names listed above on N/A. NOTICE- This Fictitious Name Statement expires five years from the date it was filed in the office of the County Clerk. A new Fictitious Business Name Statement must be filed prior to that date. The filing of this statement does not of itself authorize the use in this state of a Fictitious Business Name in violation of the rights of another under Federal, State, or common law (See section 14411 et. seq. Business and Professions Code)Publish: Mountain Views News Dates Pub: JAN 04, 11, 18, 25, 2020 [236,922,453,1132]
notice-body: The following person(s) is (are) doing business as: SWEETSOUL, 1809 E. EZMERLAN STREET, COMPTON, CA 90221. Full name of registrant(s) is (are) CORRA MELINDA PLEASANT, 1809 E EZMERLAN STREET, COMPTON, CA 90221, IVORY LEE COOPER SR, 1809 E. EZMERLAN STREET, COMPTON, CA 90221. This Business is conducted by: A GENERAL PARTNERSHIP. Signed: IVORY LEE COOPER SR. This statement was filed with the County Clerk of Los Angeles County on 12/27/19. The registrant(s) has (have) commenced to transact business under the fictitious business name or names listed above on N/A. NOTICE- This Fictitious Name Statement expires five years from the date it was filed in the office of the County Clerk. A new Fictitious Business Name Statement must be filed prior to that date. The filing of this statement does not of itself authorize the use in this state of a Fictitious Business Name in violation of the rights of another under Federal, State, or common law (See section 14411 et. seq. Business and Professions Code)Publish: Mountain Views News Dates Pub: JAN 04, 11, 18, 25, 2020 [236,666,453,897]
notice-body: AVENUE #227, HOLLYWOOD, CA 90028. This Business is conducted by: INDIVIDUAL. Signed: ROY MCCOMBS, OWNER. This statement was filed with the County Clerk of Los Angeles County on 12/27/2019. The registrant(s) has (have) commenced to transact business under the fictitious business name or names listed above on N/A. NOTICE- This Fictitious Name Statement expires five years from the date it was filed in the office of the County Clerk. A new Fictitious Business Name Statement must be filed prior to that date. The filing of this statement does not of itself authorize the use in this state of a Fictitious Business Name in violation of the rights of another under Federal, State, or common law (See section 14411 et. seq. Business and Professions Code) Publish: ES Mountain Views News Jan 4, 11, 18, 25, 2020 [688,97,905,264]
notice-heading: FICTITIOUS BUSINESS NAME STATEMENT File No. 2019-330415 [236,646,453,667]
notice-body: The following person(s) is (are) doing business as: AMBIENT ORGANICS, 6746 VALJEAN AVE VAN NUYS, CA 91406. Full name of registrant(s) is (are) YONATAN M SASSOON, 5840 WILKINSON AVE VALLEY VILLAGE, CA 91607. This Business is conducted by: INDIVIDUAL. Signed: YONATAN M SASSOON, OWNER. This statement was filed with the County Clerk of Los Angeles County on 01/03/2020. The registrant(s) has (have) commenced to transact business under the fictitious business name or names listed above on 01/2020. NOTICE- This Fictitious Name Statement expires five years from the date it was filed in the office of the County Clerk. A new Fictitious Business Name Statement must be filed prior to that date. The filing of this statement does not of itself authorize the use in this state of a Fictitious Business Name in violation of the rights of another under Federal, State, or common law (See section 14411 et. seq. Business and Professions Code) Publish: ES Mountain Views News Jan 4, 11, 18, 25, 2020 [462,791,680,1001]
notice-body: The following person(s) is (are) doing business as: SUN VALLEY AUTO SERVICE, 8700 LANKERSHIM BLVD, SUN VALLEY, CA 91352. Full name of registrant(s) is (are) ERICK A MEDINA 8700 LANKERSHIM BLVD, SUN VALLEY, CA 91352. This Business is conducted by: INDIVIDUAL. Signed: ERICK A MEDINA, OWNER. This statement was filed with the County Clerk of Los Angeles County on 12/27/2019. The registrant(s) has (have) commenced to transact business under the fictitious business name or names listed above on N/A. NOTICE- This Fictitious Name Statement expires five years from the date it was filed in the office of the County Clerk. A new Fictitious Business Name Statement must be filed prior to that date. The filing of this statement does not of itself authorize the use in this state of a Fictitious Business Name in violation of the rights of another under Federal, State, or common law (See section 14411 et. seq. Business and Professions Code) Publish: ES Mountain Views News Jan 4, 11, 18, 25, 2020 [688,1958,905,2168]
notice-heading: FICTITIOUS BUSINESS NAME STATEMENT File No. 2019329273 [462,258,680,280]
legal-notice [1140,2154,1356,2373]
legal-notice [237,903,453,1133]
notice-body: The following person(s) is (are) doing business as: NG TRANSPORTATION SERVICES, 83 N RAYMOND AVE UNIT 83, PASADENA, CA 91103. Full name of registrant(s) is (are) NORBERTO GARCIA HERNANDEZ, 83 N RAYMOND AVE UNIT 83, PASADENA, CA 91103. This Business is conducted by: AN INDIVIDUAL. Signed: NORBERTO GARCIA HERNANDEZ. This statement was filed with the County Clerk of Los Angeles County on 12/26/19. The registrant(s) has (have) commenced to transact business under the fictitious business name or names listed above on N/A. NOTICE- This Fictitious Name Statement expires five years from the date it was filed in the office of the County Clerk. A new Fictitious Business Name Statement must be filed prior to that date. The filing of this statement does not of itself authorize the use in this state of a Fictitious Business Name in violation of the rights of another under Federal, State, or common law (See section 14411 et. seq. Business and Professions Code)Publish: Mountain Views News Dates Pub: JAN 04, 11, 18, 25, 2020 [11,1331,227,1552]
notice-body: The following person(s) is (are) doing business as: ACTION ENTERPRISES, 9043 SAN FERNANDO ROAD SUN VALLEY, CA 91352. ACTION AUTO SUN VALLEY, 9043 SAN FERNANDO ROAD SUN VALLEY, CA 91352. ACTION AUTO WRECKING, 9043 SAN FERNANDO ROAD SUN VALLEY, CA 91352. RECYCLING SOLUTIONS, 9043 SAN FERNANDO ROAD SUN VALLEY, CA 91352. Full name of registrant(s) is (are) HECTOR CRUZ 9043 SAN FERNANDO ROAD SUN VALLEY, CA 91352. This Business is conducted by: INDIVIDUAL. Signed: HECTOR CRUZ, OWNER. This statement was filed with the County Clerk of Los Angeles County on 12/27/2019. The registrant(s) has (have) commenced to transact business under the fictitious business name or names listed above on 12/1987. NOTICE- This Fictitious Name Statement expires five years from the date it was filed in the office of the County Clerk. A new Fictitious Business Name Statement must be filed prior to that date. The filing of this statement does not of itself authorize the use in this state of a Fictitious Business Name in violation of the rights of another under Federal, State, or common law (See section 14411 et. seq. Business and Professions Code) Publish: ES Mountain Views News Jan 4, 11, 18, 25, 2020 [462,2073,680,2335]
notice-heading: FICTITIOUS BUSINESS NAME STATEMENT File No. 2019-331716 [11,604,227,625]
notice-body: et. seq., Business and Professions Code)Publish: Mountain Views News Dates Pub: JAN 04, 11, 18, 25, 2020 [11,97,227,128]
legal-notice [11,1312,227,1552]
legal-notice [237,176,453,406]
notice-body: The following person(s) is (are) doing business as: STYLISTIC EVENT DESIGNS, 1867 LIME AVE, LONG BEACH, CA 90806. Full name of registrant(s) is (are) ALMA TAINA VELAZQUEZ, 1867 LIME AVE, LONG BEACH, CA 90806. This Business is conducted by: AN INDIVIDUAL. Signed: ALMA TAINA VELAZQUEZ. This statement was filed with the County Clerk of Los Angeles County on 12/31/19. The registrant(s) has (have) commenced to transact business under the fictitious business name or names listed above on N/A. NOTICE- This Fictitious Name Statement expires five years from the date it was filed in the office of the County Clerk. A new Fictitious Business Name Statement must be filed prior to that date. The filing of this statement does not of itself authorize the use in this state of a Fictitious Business Name in violation of the rights of another under Federal, State, or common law (See section 14411 et. seq. Business and Professions Code)Publish: Mountain Views News Dates Pub: JAN 04, 11, 18, 25, 2020 [236,431,453,641]
notice-body: The following person(s) is (are) doing business as: ISO TRANS, 5505 RIVERBRANCH ROAD PASADENA, CA 91107. Full name of registrant(s) is (are) RAMAN BABAYAN 5505 RIVERBRANCH ROAD PASADENA, CA 91107. This Business is conducted by: INDIVIDUAL. Signed: RAMAN BABAYAN, OWNER. This statement was filed with the County Clerk of Los Angeles County on 12/31/2019. The registrant(s) has (have) commenced to transact business under the fictitious business name or names listed above on N/A. NOTICE- This Fictitious Name Statement expires five years from the date it was filed in the office of the County Clerk. A new Fictitious Business Name Statement must be filed prior to that date. The filing of this statement does not of itself authorize the use in this state of a Fictitious Business Name in violation of the rights of another under Federal, State, or common law (See section 14411 et. seq. Business and Professions Code) Publish: ES Mountain Views News Jan 4, 11, 18, 25, 2020 [914,1304,1131,1504]
notice-heading: FICTITIOUS BUSINESS NAME STATEMENT File No. 2019332071 [914,813,1131,834]
legal-notice [688,1233,905,1463]
legal-notice [11,830,227,1060]
notice-body: The following person(s) is (are) doing business as: RL CONSTRUCTION, 1548 DEL AMO BL., TORRANCE, CA 90501. Full name of registrant(s) is (are) REGINALD LUCKETT, 1143 W 80TH ST, LOS ANGELES, CA 90044. This Business is conducted by: AN INDIVIDUAL. Signed: REGINALD LUCKETT. This statement was filed with the County Clerk of Los Angeles County on 12/30/19. The registrant(s) has (have) commenced to transact business under the fictitious business name or names listed above on 04/1992. NOTICE- This Fictitious Name Statement expires five years from the date it was filed in the office of the County Clerk. A new Fictitious Business Name Statement must be filed prior to that date. The filing of this statement does not of itself authorize the use in this state of a Fictitious Business Name in violation of the rights of another under Federal, State, or common law (See section 14411 et. seq. Business and Professions Code)Publish: Mountain Views News Dates Pub: JAN 04, 11, 18, 25, 2020 [11,1823,227,2032]
notice-heading: FILE NO. 2019-329708 STATEMENT OF ABANDONMENT OF USE OF FICTITIOUS BUSINESS NAME [236,2415,453,2447]
notice-body: The following person(s) is (are) doing business as: MALIBU CONSTRUCTION, 18000 FOOTHILL BLVD UNIT 127, SYLMAR, CA 91342. Full name of registrant(s) is (are) DOC'S MALIBU CONSTRUCTION, 18000 FOOTHILL BLVD UNIT 127, SYLMAR, CA 91342. This Business is conducted by: CORPORATION. Signed: MALIBU CONSTRUCTION, ERMA J CACERES, PRESIDENT. This statement was filed with the County Clerk of Los Angeles County on 12/27/2019. The registrant(s) has (have) commenced to transact business under the fictitious business name or names listed above on N/A. NOTICE- This Fictitious Name Statement expires five years from the date it was filed in the office of the County Clerk. A new Fictitious Business Name Statement must be filed prior to that date. The filing of this statement does not of itself authorize the use in this state of a Fictitious Business Name in violation of the rights of another under Federal, State, or common law (See section 14411 et. seq. Business and Professions Code) Publish: ES Mountain Views News Jan 4, 11, 18, 25, 2020 [1140,986,1357,1206]
notice-body: The following person(s) ANTONIO GAMBOA JR, 9020 TRIOL AVE, PICO RIVERA, CA 90660, has/ have abandoned the use of the fictitious business name: AGA TRANSPORTATION, 9020 TRIOL AVE, PICO RIVERA, CA 90660. The fictitious business name referred to above was filed on 03/30/2018, in the county of Los Angeles. The original file number of 2018079988. The business was conducted by: AN INDIVIDUAL. This statement was filed with the County Clerk of Los Angeles on 12/24/2019. The registrant declares that all information in this statement is true and correct. (A registrant who declares as true information which he or she knows to be false, is guilty of a crime.) MIGUEL ANGEL ANTONIO GAMBOA JR Publish: Mountain Views News Dates Pub: JAN 04, 11, 18, 25, 2020 [236,1660,453,1818]
notice-body: The following person(s) ROMAN ALMAZAN PEREZ, 19020 SANTA FE AVE APT 25, COMPTON, CA 90221, has/have abandoned the use of the fictitious business name: [236,2446,453,2489]
notice-column [462,97,679,2542]
notice-body: The following person(s) is (are) doing business as: REAL FOLK CAFE CO, 5000 LANKERSHIM BLVD, NORTH HOLLYWOOD, CA 91601. CAT AND FRIENDS, 5000 LANKERSHIM BLVD, NORTH HOLLYWOOD, CA 91601. GREEN BOX, 5000 LANKERSHIM BLVD, NORTH HOLLYWOOD, CA 91601. BAKED EARTH CERAMIC ARTS, 5000 LANKERSHIM BLVD, NORTH HOLLYWOOD, CA 91601. LOTUS WEAR CLOTHING CO, 5000 LANKERSHIM BLVD, NORTH HOLLYWOOD, CA 91601. Full name of registrant(s) is (are) [462,2361,680,2477]
notice-heading: FICTITIOUS BUSINESS NAME STATEMENT File No. 2019329916 [1140,1671,1357,1692]
notice-heading: FILE NO. 2019-332468 STATEMENT OF ABANDONMENT OF USE OF FICTITIOUS BUSINESS NAME [236,1823,453,1856]
notice-body: The following person(s) MIGUEL ANGEL SANDOVAL, 7027 TOBIAS AVE, VAN NUYS, CA 91405, has/have abandoned the use of the fictitious business name: SANITARY GENERAL CLEANING, 9027 TOBIAS AVE PANORAMA CITY, CA 91402. The fictitious business name referred to above was filed on 10/19/2019, in the county of Los Angeles. The original file number of 2019265283. The business was conducted by: INDIVIDUAL. This statement was filed with the County Clerk of Los Angeles on 12/30/2019. The registrant declares that all information in this statement is true and correct. MIGUEL ANGEL SANDOVAL Publish: ES Mountain Views News Jan 4, 11, 18, 25, 2020 [914,2194,1131,2330]
notice-heading: FICTITIOUS BUSINESS NAME STATEMENT File No. 2019332063 [914,577,1131,599]
legal-notice [688,1939,905,2169]
notice-heading: FICTITIOUS BUSINESS NAME STATEMENT File No. 2019330016 [688,1467,905,1489]
notice-body: The following person(s) is (are) doing business as: THE A. C. DOCTORS, 7771 14TH ST, APT B, WESTMINSTER, CA 92683. DOCTORS AC, 7771 14TH ST, APT B, WESTMINSTER, CA 92683. ALD PROJECT HEATING & COOLING, 7771 14TH ST, APT B, WESTMINSTER, CA 92683. GREENBOX HEATING & COOLING, 7771 14TH ST, APT B, WESTMINSTER, CA 92683. Full name of registrant(s) is (are) ALD PROJECT CORPORATION, 7771 14TH ST, APT B, WESTMINSTER, CA 92683. This Business is conducted by: CORPORATION. Signed: ALD PROJECT CORPORATION, DAVID BOKODIA, PRESIDENT. This statement was filed with the County Clerk of Los Angeles County on 01/02/2020. The registrant(s) has (have) commenced to transact business under the fictitious business name or names listed above on 01/2020. NOTICE- This Fictitious Name Statement expires five years from the date it was filed in the office of the County Clerk. A new Fictitious Business Name Statement must be filed prior to that date. The filing of this statement does not of itself authorize the use in this state of a Fictitious Business Name in violation of the rights of another under Federal, State, or common law (See section 14411 et. seq. Business and Professions Code) Publish: ES Mountain Views News Jan 4, 11, 18, 25, 2020 [462,1775,680,2048]
notice-heading: FILE NO. 2019325588 STATEMENT OF ABANDONMENT OF USE OF [914,2335,1131,2358]
legal-notice [237,97,453,170]
notice-body: The following person(s) is (are) doing business as: ALARM INTERIOR DESIGN, 1155 ELM AVE APT 3, GLENDALE, CA 91201. Full name of registrant(s) is (are) ANNA AZIZYAN 1155 ELM AVE APT 3, GLENDALE, CA 91201. This Business is conducted by: INDIVIDUAL. Signed: ANNA AZIZYAN, OWNER. This statement was filed with the County Clerk of Los Angeles County on 12/27/2019. The registrant(s) has (have) commenced to transact business under the fictitious business name or names listed above on N/A. NOTICE- This Fictitious Name Statement expires five years from the date it was filed in the office of the County Clerk. A new Fictitious Business Name Statement must be filed prior to that date. The filing of this statement does not of itself authorize the use in this state of a Fictitious Business Name in violation of the rights of another under Federal, State, or common law (See section 14411 et. seq. Business and Professions Code) Publish: ES Mountain Views News Jan 4, 11, 18, 25, 2020 [1140,1467,1357,1666]
notice-body: The following person(s) is (are) doing business as: TERRI LEFOLK ACCOUNTING, 1800 N KENWOOD ST, BURBANK, CA 91505. Full name of registrant(s) is (are) TERRI LEFOLK, 1800 N KENWOOD ST, BURBANK, CA 91505. This Business is conducted by: INDIVIDUAL. Signed: TERRI LEFOLK, OWNER. This statement was filed with the County Clerk of Los Angeles County on 01/02/2020. The registrant(s) has (have) commenced to transact business under the fictitious business name or names listed above on 01/2020. NOTICE- This Fictitious Name Statement expires five years from the date it was filed in the office of the County Clerk. A new Fictitious Business Name Statement must be filed prior to that date. The filing of this statement does not of itself authorize the use in this state of a Fictitious Business Name in violation of the rights of another under Federal, State, or common law (See section 14411 et. seq. Business and Professions Code) Publish: ES Mountain Views News Jan 4, 11, 18, 25, 2020 [1140,2173,1357,2372]
notice-heading: FICTITIOUS BUSINESS NAME STATEMENT File No. 2019-331740 [11,1556,227,1578]
notice-body: The following person(s) is (are) doing business as: PL SUPPLIER, 6477 ATLANTIC AVE #122, LONG BEACH, CA 90805. MAILING ADDRESS: PO BOX 1991, REDONDO BEACH, CA 90278. Full name of registrant(s) is (are) III 1 INC, 6477 ATLANTIC AVE #122, LONG BEACH, CA 90805. This Business is conducted by: A CORPORATION. Signed: JEFFREY PAUL SHELLITO. This statement was filed with the County Clerk of Los Angeles County on 12/30/19. The registrant(s) has (have) commenced to transact business under the fictitious business name or names listed above on N/A. NOTICE- This Fictitious Name Statement expires five years from the date it was filed in the office of the County Clerk. A new Fictitious Business Name Statement must be filed prior to that date. The filing of this statement does not of itself authorize the use in this state of a Fictitious Business Name in violation of the rights of another under Federal, State, or common law (See section 14411 et. seq. Business and Professions Code)Publish: Mountain Views News Dates Pub: JAN 04, 11, 18, 25, 2020 [11,1577,227,1797]
legal-notice [1140,1212,1356,1442]
legal-notice [1140,1672,1356,1902]
notice-body: The following person(s) is (are) doing business as: COD, 18210 SAN FERNANDO MISSION BLVD #8101, PORTER RANCH, CA 91326. Full name of registrant(s) is (are) KEVIN CANTA, 18210 SAN FERNANDO MISSION BLVD #8101 PORTER RANCH, CA 91326. This Business is conducted by: INDIVIDUAL. Signed: KEVIN CANTA, OWNER. This statement was filed with the County Clerk of Los Angeles County on 12/26/2019. The registrant(s) has (have) commenced to transact business under the fictitious business name or names listed above on N/A. NOTICE- This Fictitious Name Statement expires five years from the date it was filed in the office of the County Clerk. A new Fictitious Business Name Statement must be filed prior to that date. The filing of this statement does not of itself authorize the use in this state of a Fictitious Business Name in violation of the rights of another under Federal, State, or common law (See section 14411 et. seq. Business and Professions Code) Publish: ES Mountain Views News Jan 4, 11, 18, 25, 2020 [1140,269,1357,479]
legal-notice [688,270,905,500]
legal-notice [915,1991,1131,2158]
notice-body: The following person(s) is (are) doing business as: LIGHT UP THE HOLIDAYS, 23401 VIA ESPLANDIA VALENCIA, CA 91355. Full name of registrant(s) is (are) ANTHONY JOHN JOBELL 23401 VIA ESPLANDIA VALENCIA, CA 91355. This Business is conducted by: INDIVIDUAL. Signed: ANTHONY JOHN JOBELL, OWNER. This statement was filed with the County Clerk of Los Angeles County on 12/27/2019. The registrant(s) has (have) commenced to transact business under the fictitious business name or names listed above on 11/2019. NOTICE- This Fictitious Name Statement expires five years from the date it was filed in the office of the County Clerk. A new Fictitious Business Name Statement must be filed prior to that date. The filing of this statement does not of itself authorize the use in this state of a Fictitious Business Name in violation of the rights of another under Federal, State, or common law (See section 14411 et. seq. Business and Professions Code) Publish: ES Mountain Views News Jan 4, 11, 18, 25, 2020 [1140,1691,1357,1901]
notice-body: The following person(s) SPENCER BECKER, 2640 MAYNARD DRIVE, DUARTE, CA 91010, has/have abandoned the use of the fictitious business name: STICKER AND THINGS, 2640 MAYNARD DRIVE, DUARTE, CA 91010. The fictitious business name referred to above was filed on 09/21/2018, in the county of Los Angeles. The original file number of 2018244501. The business was conducted by: AN INDIVIDUAL. This statement was filed with the County Clerk of Los Angeles on 12/31/2019. The registrant declares that all information in this statement is true and correct. (A registrant who declares as true information which he or she knows to be false, is guilty of a crime.) CLARENCE SPENCER BECKER Publish: Mountain Views News Dates Pub: JAN 04, 11, 18, 25, 2020 [236,2252,453,2410]
notice-heading: FICTITIOUS BUSINESS NAME STATEMENT File No. 2019329260 [1140,1211,1357,1232]
notice-heading: FICTITIOUS BUSINESS NAME STATEMENT File No. 2019-332080 [11,2293,227,2316]
notice-columns [11,97,1356,2542]
legal-notice [915,97,1131,327]
legal-notice [11,1803,227,2033]
notice-heading: FICTITIOUS BUSINESS NAME STATEMENT File No. 2019-327345 [11,1064,227,1087]
notice-body: The following person(s) is (are) doing business as: SUPREME COLLISION CENTER, 7333 COLDWATER CANYON #30, NORTH HOLLYWOOD, CA 91605. Full name of registrant(s) is (are) LOPEZ GARIN 7333 COLDWATER CANYON #30 NORTH HOLLYWOOD, CA 91605. This Business is conducted by: INDIVIDUAL. Signed: PABLO LOPEZ GARIN, OWNER. This statement was filed with the County Clerk of Los Angeles County on 12/30/2019. The registrant(s) has (have) commenced to transact business under the fictitious business name or names listed above on 12/2019. NOTICE- This Fictitious Name Statement expires five years from the date it was filed in the office of the County Clerk. A new Fictitious Business Name Statement must be filed prior to that date. The filing of this statement does not of itself authorize the use in this state of a Fictitious Business Name in violation of the rights of another under Federal, State, or common law (See section 14411 et. seq. Business and Professions Code) Publish: ES Mountain Views News Jan 4, 11, 18, 25, 2020 [914,352,1131,572]
legal-notice [11,2295,227,2473]
legal-notice [11,2039,227,2290]
